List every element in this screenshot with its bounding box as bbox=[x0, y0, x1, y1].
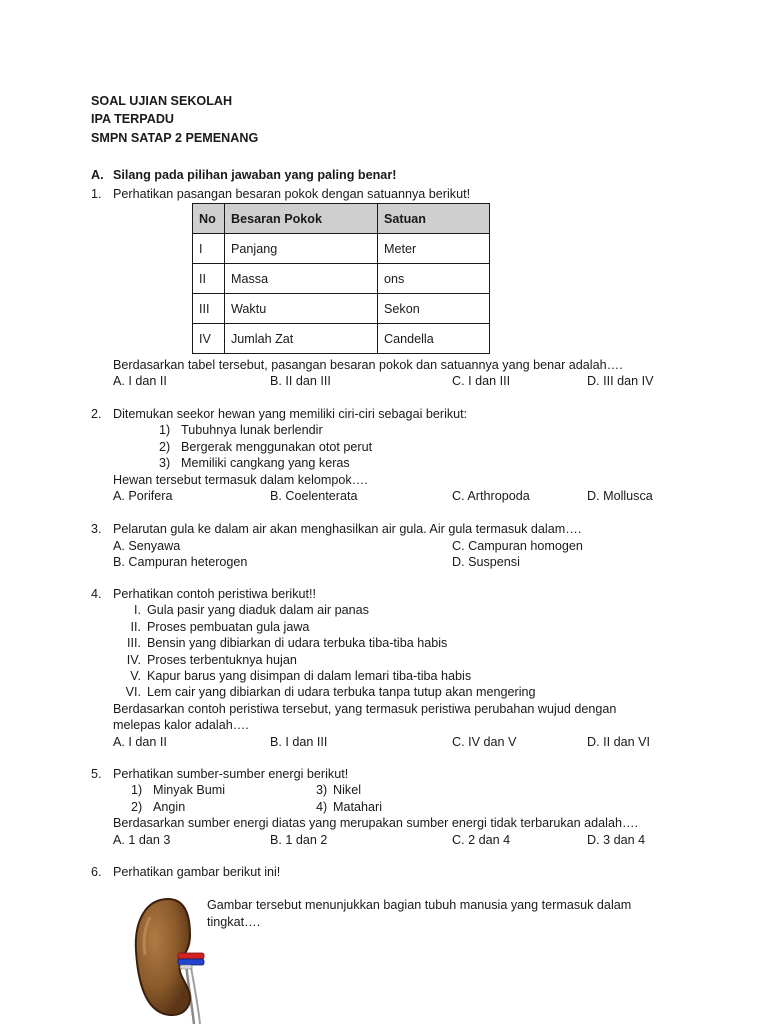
q3-option-a[interactable]: A. Senyawa bbox=[113, 539, 181, 553]
section-marker: A. bbox=[91, 168, 104, 182]
q5-number: 5. bbox=[91, 767, 102, 781]
q6-caption-line-2: tingkat…. bbox=[207, 915, 261, 929]
q4-list-number: VI. bbox=[125, 685, 141, 699]
q4-list-number: II. bbox=[130, 620, 141, 634]
q5-list-number: 3) bbox=[316, 783, 328, 797]
q1-table bbox=[192, 203, 490, 354]
q2-option-c[interactable]: C. Arthropoda bbox=[452, 489, 530, 503]
q1-follow: Berdasarkan tabel tersebut, pasangan besaran pokok dan satuannya yang benar adalah…. bbox=[113, 358, 623, 372]
table-header-cell: No bbox=[193, 204, 225, 234]
q4-option-a[interactable]: A. I dan II bbox=[113, 735, 167, 749]
header-line-2: IPA TERPADU bbox=[91, 112, 175, 126]
table-cell: Jumlah Zat bbox=[225, 324, 378, 354]
q5-follow: Berdasarkan sumber energi diatas yang merupakan sumber energi tidak terbarukan adalah…. bbox=[113, 816, 639, 830]
q2-option-b[interactable]: B. Coelenterata bbox=[270, 489, 358, 503]
q1-option-d[interactable]: D. III dan IV bbox=[587, 374, 654, 388]
q2-list-item: Memiliki cangkang yang keras bbox=[181, 456, 350, 470]
q2-option-a[interactable]: A. Porifera bbox=[113, 489, 173, 503]
table-cell: II bbox=[193, 264, 225, 294]
q5-list-item: Nikel bbox=[333, 783, 361, 797]
table-cell: Sekon bbox=[378, 294, 490, 324]
table-cell: III bbox=[193, 294, 225, 324]
table-header-cell: Besaran Pokok bbox=[225, 204, 378, 234]
header-line-1: SOAL UJIAN SEKOLAH bbox=[91, 94, 233, 108]
q4-follow-line-1: Berdasarkan contoh peristiwa tersebut, yang termasuk peristiwa perubahan wujud dengan bbox=[113, 702, 617, 716]
table-row bbox=[193, 294, 490, 324]
q5-option-c[interactable]: C. 2 dan 4 bbox=[452, 833, 511, 847]
q6-caption-line-1: Gambar tersebut menunjukkan bagian tubuh manusia yang termasuk dalam bbox=[207, 898, 632, 912]
q3-option-b[interactable]: B. Campuran heterogen bbox=[113, 555, 248, 569]
q4-option-d[interactable]: D. II dan VI bbox=[587, 735, 650, 749]
q4-number: 4. bbox=[91, 587, 102, 601]
section-title: Silang pada pilihan jawaban yang paling benar! bbox=[113, 168, 397, 182]
table-cell: Massa bbox=[225, 264, 378, 294]
q2-list-item: Bergerak menggunakan otot perut bbox=[181, 440, 373, 454]
q5-list-item: Angin bbox=[153, 800, 186, 814]
q6-number: 6. bbox=[91, 865, 102, 879]
q2-text: Ditemukan seekor hewan yang memiliki ciri-ciri sebagai berikut: bbox=[113, 407, 468, 421]
q4-list-item: Proses pembuatan gula jawa bbox=[147, 620, 310, 634]
q4-list-number: III. bbox=[127, 636, 141, 650]
table-row bbox=[193, 264, 490, 294]
q5-text: Perhatikan sumber-sumber energi berikut! bbox=[113, 767, 349, 781]
q4-list-number: IV. bbox=[126, 653, 141, 667]
q4-list-number: V. bbox=[130, 669, 141, 683]
q3-option-c[interactable]: C. Campuran homogen bbox=[452, 539, 583, 553]
table-cell: IV bbox=[193, 324, 225, 354]
table-cell: Panjang bbox=[225, 234, 378, 264]
q2-list-number: 3) bbox=[159, 456, 171, 470]
header-line-3: SMPN SATAP 2 PEMENANG bbox=[91, 131, 259, 145]
q5-option-a[interactable]: A. 1 dan 3 bbox=[113, 833, 171, 847]
q2-list-number: 1) bbox=[159, 423, 171, 437]
q1-option-b[interactable]: B. II dan III bbox=[270, 374, 331, 388]
q4-follow-line-2: melepas kalor adalah…. bbox=[113, 718, 249, 732]
q4-text: Perhatikan contoh peristiwa berikut!! bbox=[113, 587, 317, 601]
table-row bbox=[193, 324, 490, 354]
q4-list-item: Bensin yang dibiarkan di udara terbuka tiba-tiba habis bbox=[147, 636, 448, 650]
q5-list-number: 2) bbox=[131, 800, 143, 814]
q5-option-d[interactable]: D. 3 dan 4 bbox=[587, 833, 646, 847]
q1-number: 1. bbox=[91, 187, 102, 201]
q5-list-number: 1) bbox=[131, 783, 143, 797]
q3-number: 3. bbox=[91, 522, 102, 536]
kidney-image bbox=[128, 895, 208, 1024]
q5-option-b[interactable]: B. 1 dan 2 bbox=[270, 833, 328, 847]
table-cell: ons bbox=[378, 264, 490, 294]
q5-list-number: 4) bbox=[316, 800, 328, 814]
q5-list-item: Minyak Bumi bbox=[153, 783, 226, 797]
q4-list-item: Kapur barus yang disimpan di dalam lemari tiba-tiba habis bbox=[147, 669, 472, 683]
q4-option-c[interactable]: C. IV dan V bbox=[452, 735, 517, 749]
q4-list-item: Lem cair yang dibiarkan di udara terbuka tanpa tutup akan mengering bbox=[147, 685, 536, 699]
q2-follow: Hewan tersebut termasuk dalam kelompok…. bbox=[113, 473, 368, 487]
table-row bbox=[193, 234, 490, 264]
table-cell: Meter bbox=[378, 234, 490, 264]
q1-option-c[interactable]: C. I dan III bbox=[452, 374, 511, 388]
q1-text: Perhatikan pasangan besaran pokok dengan satuannya berikut! bbox=[113, 187, 471, 201]
q2-list-item: Tubuhnya lunak berlendir bbox=[181, 423, 323, 437]
q4-list-item: Gula pasir yang diaduk dalam air panas bbox=[147, 603, 369, 617]
q3-text: Pelarutan gula ke dalam air akan menghasilkan air gula. Air gula termasuk dalam…. bbox=[113, 522, 582, 536]
table-cell: Waktu bbox=[225, 294, 378, 324]
q2-list-number: 2) bbox=[159, 440, 171, 454]
q2-number: 2. bbox=[91, 407, 102, 421]
q4-option-b[interactable]: B. I dan III bbox=[270, 735, 328, 749]
q4-list-item: Proses terbentuknya hujan bbox=[147, 653, 297, 667]
q1-option-a[interactable]: A. I dan II bbox=[113, 374, 167, 388]
q4-list-number: I. bbox=[134, 603, 141, 617]
table-cell: I bbox=[193, 234, 225, 264]
q3-option-d[interactable]: D. Suspensi bbox=[452, 555, 520, 569]
q5-list-item: Matahari bbox=[333, 800, 382, 814]
q2-option-d[interactable]: D. Mollusca bbox=[587, 489, 653, 503]
q6-text: Perhatikan gambar berikut ini! bbox=[113, 865, 281, 879]
table-cell: Candella bbox=[378, 324, 490, 354]
table-header-row bbox=[193, 204, 490, 234]
table-header-cell: Satuan bbox=[378, 204, 490, 234]
